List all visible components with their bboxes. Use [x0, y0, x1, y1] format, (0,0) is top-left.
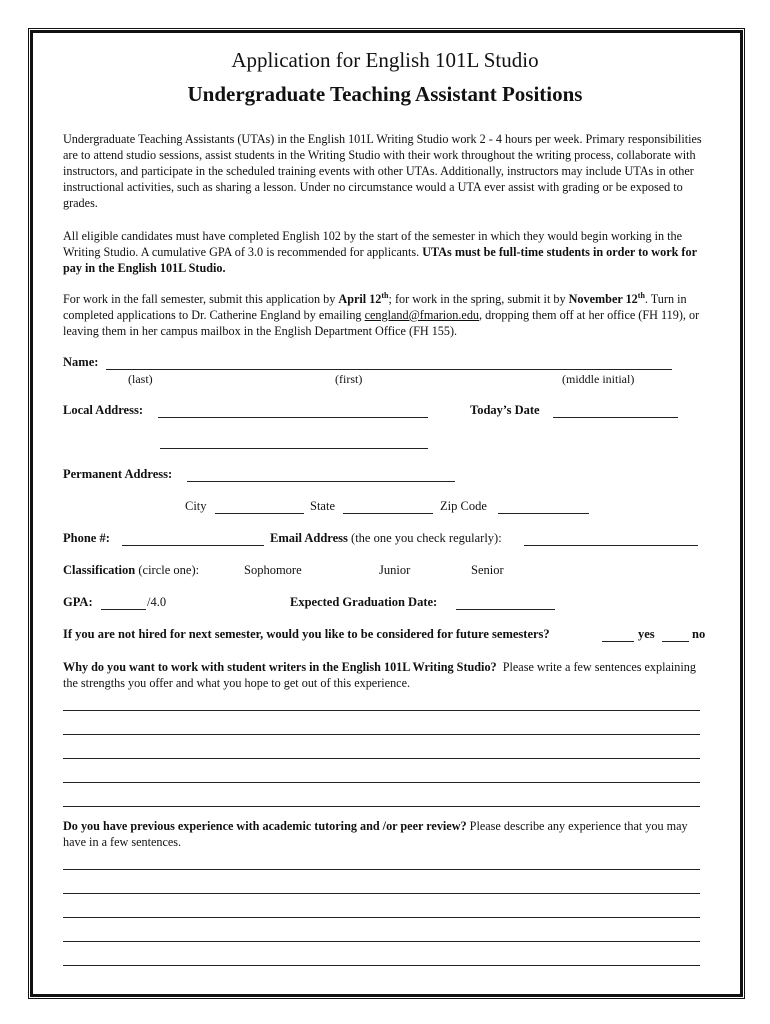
- fall-deadline-suffix: th: [381, 290, 389, 300]
- email-link[interactable]: cengland@fmarion.edu: [364, 308, 480, 322]
- deadline-text-d: , dropping them off at her office (FH 119), or leaving them in her campus mailbox in the English Department Office (FH 155).: [63, 308, 700, 338]
- name-field[interactable]: [106, 369, 672, 370]
- intro-paragraph-3: [63, 291, 711, 339]
- yes-field[interactable]: [602, 641, 634, 642]
- no-label: no: [692, 627, 706, 641]
- local-address-label: Local Address:: [63, 403, 143, 417]
- state-field[interactable]: [343, 513, 433, 514]
- gpa-scale: /4.0: [147, 595, 167, 609]
- todays-date-field[interactable]: [553, 417, 678, 418]
- answer-1-line[interactable]: [63, 758, 700, 759]
- deadline-text-c: . Turn in completed applications to Dr. Catherine England by emailing: [63, 292, 687, 322]
- answer-2-line[interactable]: [63, 893, 700, 894]
- zip-field[interactable]: [498, 513, 589, 514]
- page-subtitle: Undergraduate Teaching Assistant Positions: [187, 82, 583, 106]
- answer-1-line[interactable]: [63, 782, 700, 783]
- email-label-group: [270, 531, 502, 546]
- email-field[interactable]: [524, 545, 698, 546]
- city-field[interactable]: [215, 513, 304, 514]
- yes-label: yes: [638, 627, 655, 641]
- email-label: Email Address: [270, 531, 348, 545]
- name-last-caption: (last): [128, 372, 153, 386]
- todays-date-label: Today’s Date: [470, 403, 540, 417]
- deadline-text-b: ; for work in the spring, submit it by: [388, 292, 566, 306]
- city-label: City: [185, 499, 207, 513]
- phone-label: Phone #:: [63, 531, 110, 545]
- eligibility-text: All eligible candidates must have completed English 102 by the start of the semester in which they would begin working in the Writing Studio. A cumulative GPA of 3.0 is recommended for applicants.: [63, 229, 683, 259]
- fall-deadline: April 12: [338, 292, 382, 306]
- classification-label-group: [63, 563, 199, 578]
- question-2: [63, 818, 708, 850]
- no-field[interactable]: [662, 641, 689, 642]
- graduation-label: Expected Graduation Date:: [290, 595, 438, 609]
- classification-hint: (circle one):: [138, 563, 200, 577]
- answer-2-line[interactable]: [63, 869, 700, 870]
- future-question: If you are not hired for next semester, would you like to be considered for future semesters?: [63, 627, 550, 641]
- state-label: State: [310, 499, 335, 513]
- class-option-senior[interactable]: Senior: [471, 563, 504, 577]
- question-2-bold: Do you have previous experience with academic tutoring and /or peer review?: [63, 819, 467, 833]
- intro-paragraph-2: [63, 228, 711, 276]
- name-label: Name:: [63, 355, 99, 369]
- phone-field[interactable]: [122, 545, 264, 546]
- page-title: Application for English 101L Studio: [231, 48, 539, 72]
- email-hint: (the one you check regularly):: [351, 531, 502, 545]
- intro-paragraph-1: Undergraduate Teaching Assistants (UTAs) in the English 101L Writing Studio work 2 - 4 hours per week. Primary responsibilities are to attend studio sessions, assist students in the Writing Studio with their work throughout the writing process, collaborate with instructors, and participate in the scheduled training events with other UTAs. Additionally, instructors may include UTAs in other instructional activities, such as sharing a lesson. Under no circumstance would a UTA ever assist with grading or be exposed to grades.: [63, 132, 702, 210]
- full-time-requirement: UTAs must be full-time students in order to work for pay in the English 101L Studio.: [63, 245, 697, 275]
- class-option-junior[interactable]: Junior: [379, 563, 411, 577]
- permanent-address-field[interactable]: [187, 481, 455, 482]
- class-option-sophomore[interactable]: Sophomore: [244, 563, 302, 577]
- permanent-address-label: Permanent Address:: [63, 467, 173, 481]
- gpa-field[interactable]: [101, 609, 146, 610]
- answer-1-line[interactable]: [63, 734, 700, 735]
- answer-2-line[interactable]: [63, 917, 700, 918]
- spring-deadline: November 12: [568, 292, 638, 306]
- answer-1-line[interactable]: [63, 710, 700, 711]
- graduation-field[interactable]: [456, 609, 555, 610]
- deadline-text-a: For work in the fall semester, submit this application by: [63, 292, 336, 306]
- zip-label: Zip Code: [440, 499, 487, 513]
- local-address-field-2[interactable]: [160, 448, 428, 449]
- name-first-caption: (first): [335, 372, 363, 386]
- question-1-instructions: Please write a few sentences explaining the strengths you offer and what you hope to get out of this experience.: [63, 660, 696, 690]
- answer-1-line[interactable]: [63, 806, 700, 807]
- spring-deadline-suffix: th: [637, 290, 645, 300]
- question-2-instructions: Please describe any experience that you may have in a few sentences.: [63, 819, 688, 849]
- answer-2-line[interactable]: [63, 965, 700, 966]
- answer-2-line[interactable]: [63, 941, 700, 942]
- name-middle-caption: (middle initial): [562, 372, 635, 386]
- question-1-bold: Why do you want to work with student writers in the English 101L Writing Studio?: [63, 660, 497, 674]
- local-address-field-1[interactable]: [158, 417, 428, 418]
- question-1: [63, 659, 708, 691]
- classification-label: Classification: [63, 563, 136, 577]
- gpa-label: GPA:: [63, 595, 93, 609]
